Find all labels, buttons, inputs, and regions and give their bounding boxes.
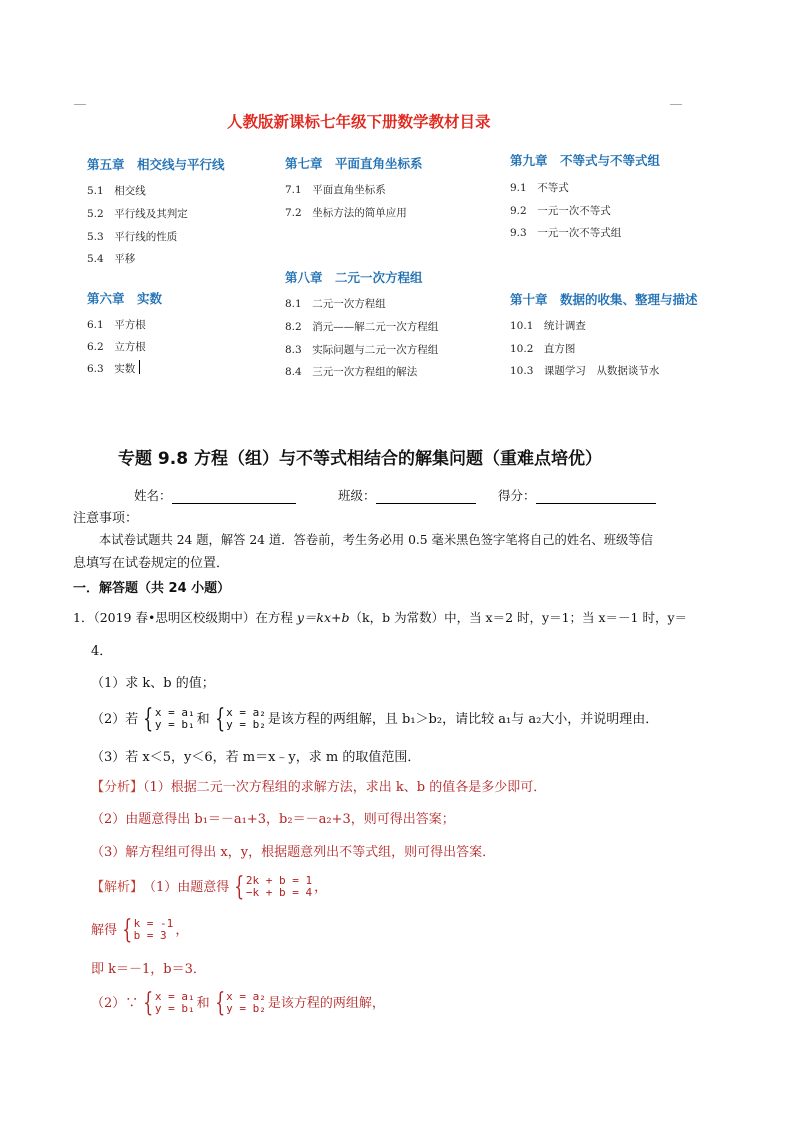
section-7-1: 7.1 平面直角坐标系	[285, 184, 386, 196]
score-field	[498, 486, 656, 504]
section-10-3: 10.3 课题学习 从数据谈节水	[510, 365, 660, 377]
name-blank	[172, 489, 296, 504]
equation-system-1: { x = a₁ y = b₁	[143, 704, 195, 734]
chapter-10-title: 第十章 数据的收集、整理与描述	[510, 292, 698, 307]
score-label: 得分：	[498, 488, 536, 503]
section-8-1: 8.1 二元一次方程组	[285, 298, 386, 310]
analysis-line-1: 【分析】（1）根据二元一次方程组的求解方法，求出 k、b 的值各是多少即可．	[91, 780, 547, 795]
solution-line-3: 即 k＝－1，b＝3．	[91, 962, 206, 977]
chapter-6-title: 第六章 实数	[87, 291, 163, 306]
section-6-2: 6.2 立方根	[87, 341, 146, 353]
corner-mark-right	[670, 104, 682, 105]
solution-system-3: { x = a₁ y = b₁	[143, 988, 195, 1018]
solution-line-4: （2）∵ { x = a₁ y = b₁ 和 { x = a₂ y = b₂ 是该方程的两组解，	[91, 988, 385, 1018]
question-1-stem-cont: 4．	[91, 644, 113, 659]
section-5-3: 5.3 平行线的性质	[87, 231, 178, 243]
equation-system-2: { x = a₂ y = b₂	[214, 704, 266, 734]
score-blank	[536, 489, 656, 504]
corner-mark-left	[74, 104, 86, 105]
chapter-7-title: 第七章 平面直角坐标系	[285, 156, 423, 171]
section-9-1: 9.1 不等式	[510, 182, 569, 194]
text-cursor	[139, 360, 140, 374]
solution-system-1: { 2k + b = 1 −k + b = 4	[234, 872, 313, 902]
equation: y＝kx+b	[296, 610, 350, 625]
chapter-9-title: 第九章 不等式与不等式组	[510, 153, 661, 168]
section-7-2: 7.2 坐标方法的简单应用	[285, 207, 407, 219]
class-label: 班级：	[338, 488, 376, 503]
section-5-1: 5.1 相交线	[87, 185, 146, 197]
section-9-2: 9.2 一元一次不等式	[510, 205, 611, 217]
section-8-3: 8.3 实际问题与二元一次方程组	[285, 344, 439, 356]
solution-system-2: { k = -1 b = 3	[122, 915, 174, 945]
class-blank	[376, 489, 476, 504]
section-5-4: 5.4 平移	[87, 253, 136, 265]
class-field	[338, 486, 476, 504]
solution-tag: 【解析】	[91, 879, 144, 895]
section-8-2: 8.2 消元——解二元一次方程组	[285, 321, 439, 333]
notice-line-2: 息填写在试卷规定的位置．	[73, 556, 230, 571]
question-1-part-2: （2）若 { x = a₁ y = b₁ 和 { x = a₂ y = b₂ 是该方程的两组解，且 b₁＞b₂，请比较 a₁与 a₂大小，并说明理由．	[91, 704, 659, 734]
section-10-2: 10.2 直方图	[510, 343, 576, 355]
name-field	[134, 486, 296, 504]
section-heading: 一．解答题（共 24 小题）	[73, 581, 231, 596]
analysis-line-2: （2）由题意得出 b₁＝－a₁+3，b₂＝－a₂+3，则可得出答案；	[91, 812, 455, 827]
toc-title: 人教版新课标七年级下册数学教材目录	[227, 113, 491, 131]
section-6-3: 6.3 实数	[87, 363, 136, 375]
analysis-tag: 【分析】	[91, 780, 144, 795]
solution-system-4: { x = a₂ y = b₂	[214, 988, 266, 1018]
notice-line-1: 本试卷试题共 24 题，解答 24 道．答卷前，考生务必用 0.5 毫米黑色签字笔将自己的姓名、班级等信	[99, 533, 653, 547]
question-1-stem: 1．（2019 春•思明区校级期中）在方程 y＝kx+b（k，b 为常数）中，当 x＝2 时，y＝1；当 x＝－1 时，y＝	[73, 610, 688, 625]
solution-line-2: 解得 { k = -1 b = 3 ，	[91, 915, 189, 945]
section-10-1: 10.1 统计调查	[510, 320, 586, 332]
section-5-2: 5.2 平行线及其判定	[87, 208, 188, 220]
solution-line-1: 【解析】 （1）由题意得 { 2k + b = 1 −k + b = 4 ，	[91, 872, 328, 902]
section-6-1: 6.1 平方根	[87, 319, 146, 331]
section-9-3: 9.3 一元一次不等式组	[510, 227, 622, 239]
chapter-8-title: 第八章 二元一次方程组	[285, 270, 423, 285]
question-1-part-1: （1）求 k、b 的值；	[91, 676, 215, 691]
analysis-line-3: （3）解方程组可得出 x，y，根据题意列出不等式组，则可得出答案．	[91, 845, 496, 860]
name-label: 姓名：	[134, 488, 172, 503]
notice-label: 注意事项：	[73, 511, 139, 526]
document-title: 专题 9.8 方程（组）与不等式相结合的解集问题（重难点培优）	[118, 449, 602, 469]
question-1-part-3: （3）若 x＜5，y＜6，若 m＝x﹣y，求 m 的取值范围．	[91, 750, 421, 765]
section-8-4: 8.4 三元一次方程组的解法	[285, 366, 418, 378]
chapter-5-title: 第五章 相交线与平行线	[87, 157, 225, 172]
